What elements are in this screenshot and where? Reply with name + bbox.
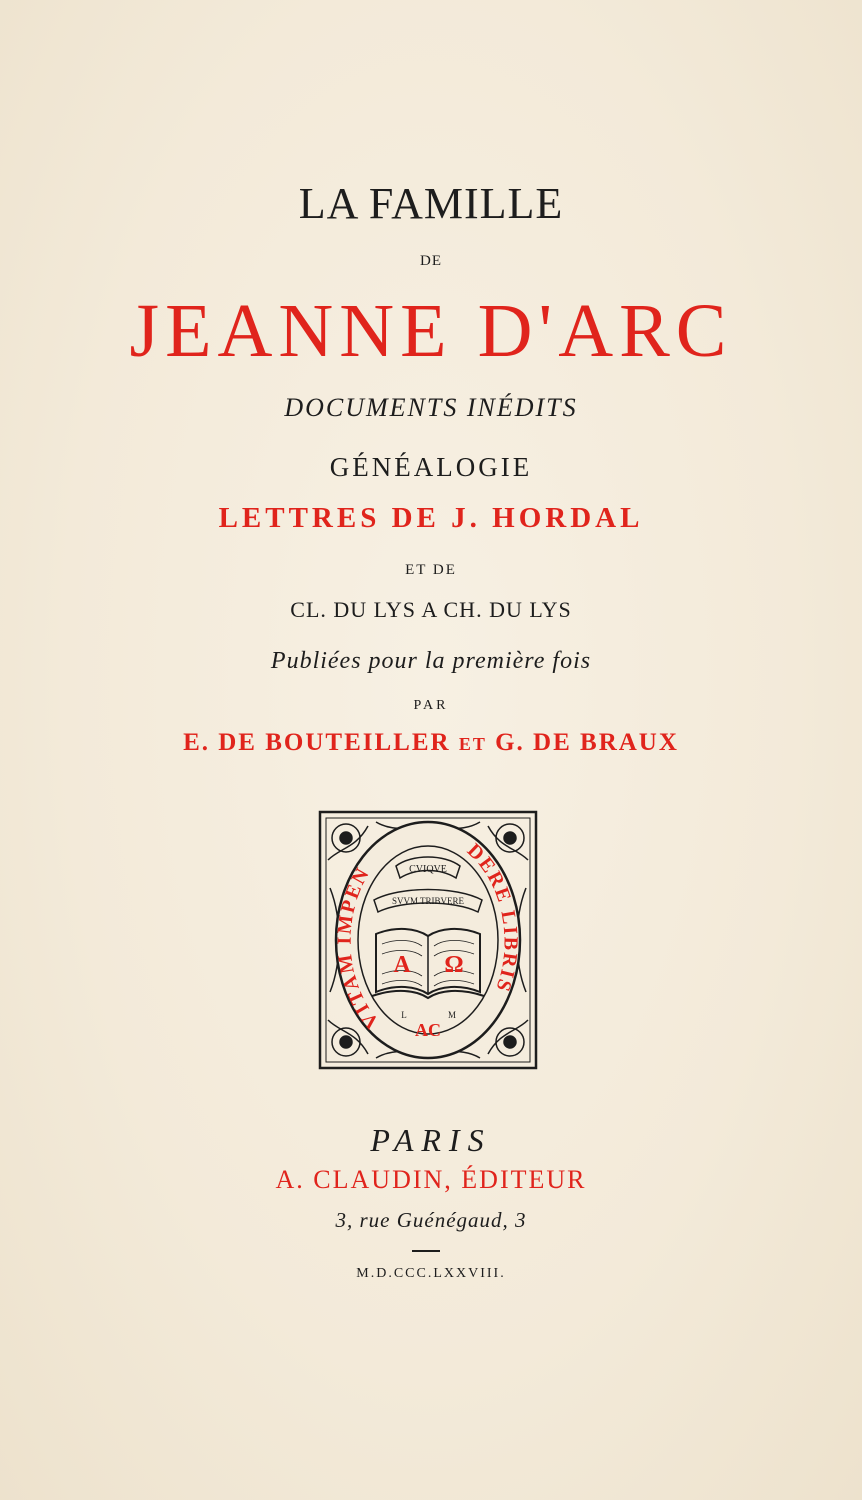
- ribbon-top-text: CVIQVE: [409, 864, 447, 875]
- subtitle-genealogie: GÉNÉALOGIE: [329, 452, 533, 482]
- title-line-la-famille: LA FAMILLE: [298, 179, 564, 228]
- subtitle-et-de: ET DE: [405, 562, 457, 578]
- motto-left: VITAM IMPEN: [333, 863, 384, 1033]
- printer-mark-emblem: [316, 808, 540, 1072]
- subtitle-cl-du-lys: CL. DU LYS A CH. DU LYS: [290, 597, 572, 622]
- initial-left: L: [401, 1010, 407, 1020]
- subtitle-documents: DOCUMENTS INÉDITS: [284, 393, 578, 422]
- ribbon-bottom-text: SVVM TRIBVERE: [391, 896, 465, 906]
- subtitle-lettres: LETTRES DE J. HORDAL: [218, 502, 644, 534]
- omega-letter: Ω: [444, 952, 464, 978]
- main-title: JEANNE D'ARC: [129, 289, 733, 373]
- open-book-icon: [372, 929, 484, 998]
- monogram: AC: [415, 1020, 441, 1040]
- imprint-city: PARIS: [370, 1122, 492, 1158]
- alpha-letter: Α: [393, 952, 411, 978]
- imprint-address: 3, rue Guénégaud, 3: [335, 1208, 527, 1232]
- author-2: G. DE BRAUX: [495, 729, 679, 756]
- motto-right: DERE LIBRIS: [462, 839, 522, 996]
- author-1: E. DE BOUTEILLER: [183, 729, 451, 756]
- author-conjunction: ET: [458, 734, 487, 754]
- imprint-rule: [412, 1250, 440, 1252]
- initial-right: M: [447, 1010, 457, 1020]
- imprint-year: M.D.CCC.LXXVIII.: [356, 1266, 506, 1281]
- subtitle-publiees: Publiées pour la première fois: [270, 648, 592, 674]
- byline-par: PAR: [413, 698, 449, 713]
- title-line-de: DE: [420, 253, 442, 269]
- imprint-publisher: A. CLAUDIN, ÉDITEUR: [275, 1165, 587, 1194]
- authors: [0, 729, 862, 757]
